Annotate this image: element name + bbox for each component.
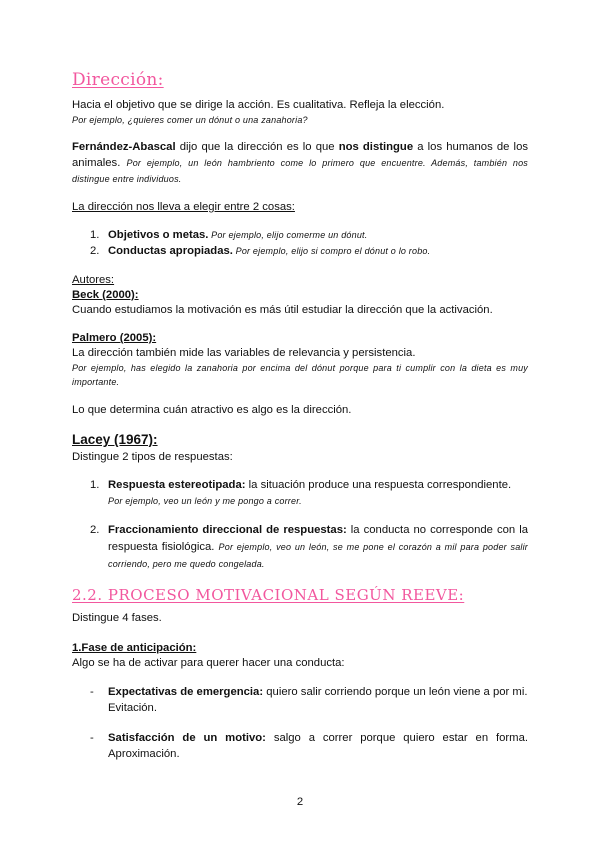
fase1-title: 1.Fase de anticipación: [72, 642, 197, 654]
list2-item [90, 477, 528, 511]
fase1-text: Algo se ha de activar para querer hacer una conducta: [72, 657, 345, 669]
list2-bold: Respuesta estereotipada: [108, 479, 246, 491]
lacey-title: Lacey (1967): [72, 432, 158, 447]
heading-proceso-motivacional: 2.2. PROCESO MOTIVACIONAL SEGÚN REEVE: [72, 586, 465, 604]
list3-text [108, 730, 528, 762]
heading-direccion: Dirección: [72, 70, 164, 90]
list3-desc: quiero salir corriendo porque un león viene a por mi. Evitación. [108, 686, 528, 714]
list3-dash: - [90, 732, 94, 744]
list3-item [90, 684, 528, 716]
palmero-text: La dirección también mide las variables de relevancia y persistencia. [72, 347, 416, 359]
list3-bold: Expectativas de emergencia: [108, 686, 264, 698]
beck-text: Cuando estudiamos la motivación es más útil estudiar la dirección que la activación. [72, 304, 493, 316]
list2-desc: la conducta no corresponde con la respuesta fisiológica. [108, 524, 528, 553]
list1-bold: Objetivos o metas. [108, 229, 209, 241]
list2-text [108, 477, 528, 509]
page-number: 2 [296, 796, 304, 808]
dos-cosas-line: La dirección nos lleva a elegir entre 2 cosas: [72, 201, 295, 213]
list2-example: Por ejemplo, veo un león, se me pone el corazón a mil para poder salir corriendo, pero me quedo congelada. [108, 542, 529, 569]
list1-item [90, 243, 528, 259]
list2-text [108, 522, 528, 573]
list1-num: 2. [90, 245, 100, 257]
list1-bold: Conductas apropiadas. [108, 245, 233, 257]
list3-dash: - [90, 686, 94, 698]
list2-desc: la situación produce una respuesta correspondiente. [245, 479, 512, 491]
fernandez-abascal-paragraph [72, 139, 528, 187]
list3-desc: salgo a correr porque quiero estar en forma. Aproximación. [108, 732, 528, 760]
beck-title: Beck (2000): [72, 289, 139, 301]
palmero-example: Por ejemplo, has elegido la zanahoria por encima del dónut porque para ti cumplir con la dieta es muy importante. [72, 363, 528, 387]
list2-example: Por ejemplo, veo un león y me pongo a correr. [108, 496, 302, 506]
intro-line: Hacia el objetivo que se dirige la acción. Es cualitativa. Refleja la elección. [72, 99, 445, 111]
list2-bold: Fraccionamiento direccional de respuestas: [108, 524, 347, 536]
fases-text: Distingue 4 fases. [72, 612, 162, 624]
list1-example: Por ejemplo, elijo si compro el dónut o lo robo. [232, 246, 431, 256]
autores-label: Autores: [72, 274, 115, 286]
fa-bold: nos distingue [338, 141, 414, 153]
list1-text [108, 243, 528, 259]
list2-num: 1. [90, 479, 100, 491]
fa-example: Por ejemplo, un león hambriento come lo primero que encuentre. Además, también nos distingue entre individuos. [72, 158, 528, 184]
list1-num: 1. [90, 229, 100, 241]
list1-text [108, 227, 528, 243]
list3-item [90, 730, 528, 762]
list3-text [108, 684, 528, 716]
list1-example: Por ejemplo, elijo comerme un dónut. [208, 230, 368, 240]
list2-item [90, 522, 528, 570]
lacey-text: Distingue 2 tipos de respuestas: [72, 451, 233, 463]
fa-text1: dijo que la dirección es lo que [175, 141, 339, 153]
list1-item [90, 227, 528, 243]
intro-example: Por ejemplo, ¿quieres comer un dónut o una zanahoria? [72, 115, 308, 125]
list3-bold: Satisfacción de un motivo: [108, 732, 266, 744]
list2-num: 2. [90, 524, 100, 536]
palmero-title: Palmero (2005): [72, 332, 157, 344]
fa-text2: a los humanos de los animales. [72, 141, 528, 169]
determina-text: Lo que determina cuán atractivo es algo es la dirección. [72, 404, 352, 416]
fa-name: Fernández-Abascal [72, 141, 176, 153]
